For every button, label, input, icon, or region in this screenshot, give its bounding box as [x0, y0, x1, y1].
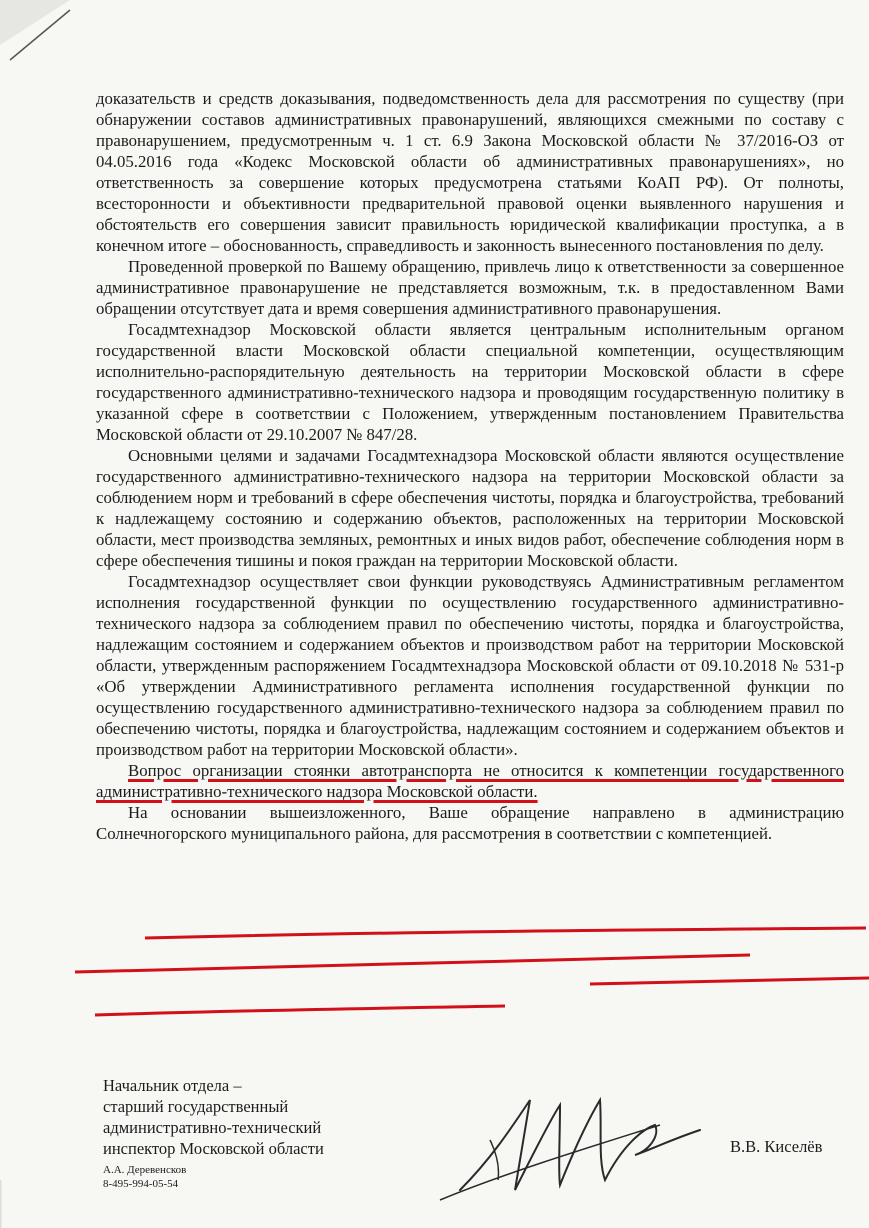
position-line: административно-технический [103, 1118, 322, 1137]
paragraph-7: На основании вышеизложенного, Ваше обращение направлено в администрацию Солнечногорского муниципального района, для рассмотрения в соответствии с компетенцией. [96, 803, 844, 843]
signer-name: В.В. Киселёв [730, 1137, 823, 1156]
handwritten-signature [420, 1080, 720, 1210]
paragraph-4: Основными целями и задачами Госадмтехнадзора Московской области являются осуществление государственного административно-технического надзора на территории Московской области за соблюдением норм и требований в сфере обеспечения чистоты, порядка и благоустройства, требований к надлежащему состоянию и содержанию объектов, расположенных на территории Московской области, мест производства земляных, ремонтных и иных видов работ, обеспечение соблюдения норм в сфере обеспечения тишины и покоя граждан на территории Московской области. [96, 446, 844, 570]
executor-info [103, 1163, 186, 1191]
position-line: инспектор Московской области [103, 1139, 324, 1158]
paragraph-6-highlighted: Вопрос организации стоянки автотранспорта не относится к компетенции государственного административно-технического надзора Московской области. [96, 761, 844, 801]
paragraph-2: Проведенной проверкой по Вашему обращению, привлечь лицо к ответственности за совершенное административное правонарушение не представляется возможным, т.к. в предоставленном Вами обращении отсутствует дата и время совершения административного правонарушения. [96, 257, 844, 318]
signatory-position [103, 1075, 403, 1159]
paragraph-3: Госадмтехнадзор Московской области является центральным исполнительным органом государственной власти Московской области специальной компетенции, осуществляющим исполнительно-распорядительную деятельность на территории Московской области в сфере государственного административно-технического надзора и проводящим государственную политику в указанной сфере в соответствии с Положением, утвержденным постановлением Правительства Московской области от 29.10.2007 № 847/28. [96, 320, 844, 444]
executor-phone: 8-495-994-05-54 [103, 1178, 179, 1190]
paragraph-1: доказательств и средств доказывания, подведомственность дела для рассмотрения по существу (при обнаружении составов административных правонарушений, являющихся смежными по составу с правонарушением, предусмотренным ч. 1 ст. 6.9 Закона Московской области № 37/2016-ОЗ от 04.05.2016 года «Кодекс Московской области об административных правонарушениях», но ответственность за совершение которых предусмотрена статьями КоАП РФ). От полноты, всесторонности и объективности предварительной правовой оценки выявленного нарушения и обстоятельств его совершения зависит правильность юридической квалификации проступка, а в конечном итоге – обоснованность, справедливость и законность вынесенного постановления по делу. [96, 89, 844, 255]
paragraph-5: Госадмтехнадзор осуществляет свои функции руководствуясь Административным регламентом исполнения государственной функции по осуществлению государственного административно-технического надзора за соблюдением правил по обеспечению чистоты, порядка и благоустройства, надлежащим состоянием и содержанием объектов и производством работ на территории Московской области, утвержденным распоряжением Госадмтехнадзора Московской области от 09.10.2018 № 531-р «Об утверждении Административного регламента исполнения государственной функции по осуществлению государственного административно-технического надзора за соблюдением правил по обеспечению чистоты, порядка и благоустройства, надлежащим состоянием и содержанием объектов и производством работ на территории Московской области». [96, 572, 844, 759]
letter-body [96, 88, 844, 844]
executor-name: А.А. Деревенсков [103, 1164, 187, 1176]
position-line: старший государственный [103, 1097, 289, 1116]
position-line: Начальник отдела – [103, 1076, 242, 1095]
